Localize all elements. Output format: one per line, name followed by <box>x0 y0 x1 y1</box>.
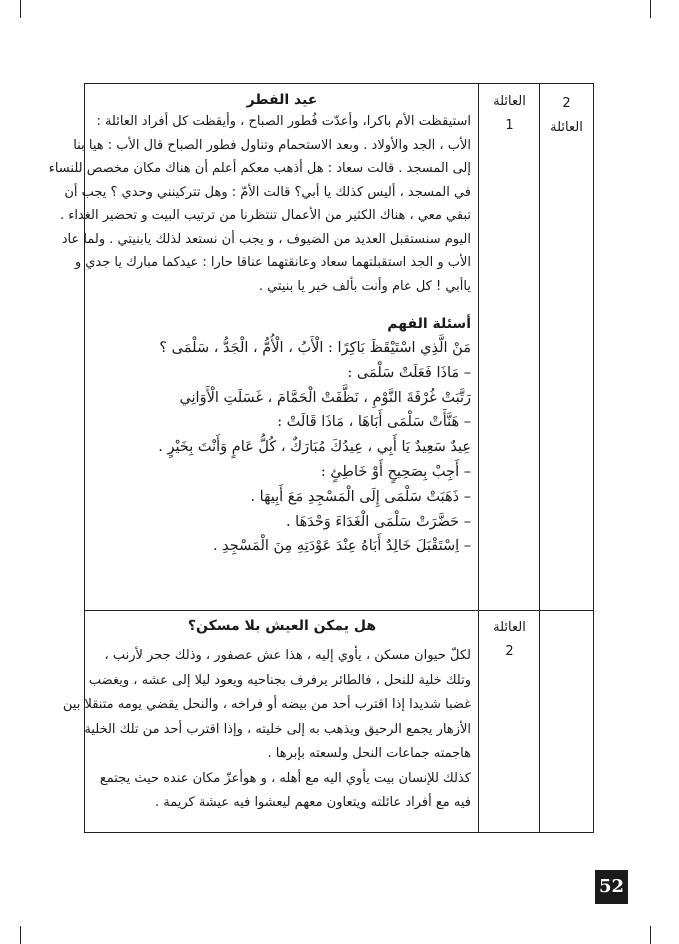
lesson-number-label: العائلة <box>550 120 583 135</box>
lesson-number: 2 <box>562 96 571 111</box>
story-line: فيه مع أفراد عائلته ويتعاون معهم ليعشوا فيه عيشة كريمة . <box>154 795 471 810</box>
story-line: الأب ، الجد والأولاد . وبعد الاستحمام وتناول فطور الصباح قال الأب : هيا بنا <box>73 137 471 153</box>
story-line: تبقي معي ، هناك الكثير من الأعمال تنتظرنا من ترتيب البيت و تحضير الغداء . <box>59 208 471 223</box>
story-line: هاجمته جماعات النحل ولسعته بإبرها . <box>267 746 471 761</box>
story-line: إلى المسجد . قالت سعاد : هل أذهب معكم أعلم أن هناك مكان مخصص للنساء <box>48 161 471 176</box>
question-line: – أَجِبْ بِصَحِيحٍ أَوْ خَاطِئٍ : <box>320 463 471 480</box>
family-number: 1 <box>505 118 514 133</box>
story-line: غضبا شديدا إذا اقترب أحد من بيضه أو فراخه ، والنحل يقضي يومه متنقلا بين <box>62 697 471 712</box>
question-line: – ذَهَبَتْ سَلْمَى إِلَى الْمَسْجِدِ مَعَ أَبِيهَا . <box>250 488 471 505</box>
question-line: – اِسْتَقْبَلَ خَالِدٌ أَبَاهُ عِنْدَ عَوْدَتِهِ مِنَ الْمَسْجِدِ . <box>212 538 471 555</box>
crop-mark <box>20 926 21 944</box>
family-label: العائلة <box>493 94 526 109</box>
story-line: ياأبي ! كل عام وأنت بألف خير يا بنيتي . <box>258 278 471 294</box>
questions-list <box>85 336 479 559</box>
table-row <box>62 610 593 832</box>
crop-mark <box>20 0 21 18</box>
question-line: مَنْ الَّذِي اسْتَيْقَظَ بَاكِرًا : الْأَبُ ، الْأُمُّ ، الْجَدُّ ، سَلْمَى ؟ <box>159 340 471 356</box>
question-line: عِيدٌ سَعِيدٌ يَا أَبِي ، عِيدُكَ مُبَارَكٌ ، كُلُّ عَامٍ وَأَنْتَ بِخَيْرٍ . <box>158 439 471 456</box>
content-cell <box>48 84 479 610</box>
story-line: لكلّ حيوان مسكن ، يأوي إليه ، هذا عش عصفور ، وذلك جحر لأرنب ، <box>104 648 471 663</box>
question-line: – حَضَّرَتْ سَلْمَى الْغَدَاءَ وَحْدَهَا . <box>285 513 471 530</box>
story-line: الأب و الجد استقبلتهما سعاد وعانقتهما عناقا حارا : عيدكما مبارك يا جدي و <box>74 255 471 270</box>
content-cell <box>62 610 479 832</box>
crop-mark <box>650 926 651 944</box>
story-line: وتلك خلية للنحل ، فالطائر يرفرف بجناحيه ويعود ليلا إلى عشه ، ويغضب <box>88 672 471 688</box>
question-line: – هَنَّأَتْ سَلْمَى أَبَاهَا ، مَاذَا قَالَتْ : <box>277 414 471 431</box>
story-title: عيد الفطر <box>246 92 318 108</box>
story-line: استيقظت الأم باكرا، وأعدّت فُطور الصباح ، وأيقظت كل أفراد العائلة : <box>96 114 471 129</box>
family-cell <box>478 610 540 832</box>
questions-title: أسئلة الفهم <box>387 316 471 332</box>
story-title: هل يمكن العيش بلا مسكن؟ <box>187 618 377 634</box>
family-cell <box>478 84 540 610</box>
question-line: – مَاذَا فَعَلَتْ سَلْمَى : <box>347 364 471 381</box>
story-text <box>48 110 479 298</box>
crop-mark <box>650 0 651 18</box>
family-number: 2 <box>505 644 514 659</box>
question-line: رَتَّبَتْ غُرْفَةَ النَّوْمِ ، نَظَّفَتْ الْحَمَّامَ ، غَسَلَتِ الْأَوَانِي <box>179 389 471 406</box>
family-label: العائلة <box>493 620 526 635</box>
story-line: اليوم سنستقبل العديد من الضيوف ، و يجب أن نستعد لذلك يابنيتي . ولما عاد <box>61 231 471 247</box>
page-number: 52 <box>595 870 628 904</box>
lesson-table <box>48 83 594 833</box>
lesson-number-cell <box>539 610 593 832</box>
story-text <box>62 644 479 816</box>
table-row <box>48 84 593 611</box>
lesson-number-cell <box>539 84 593 610</box>
story-line: في المسجد ، أليس كذلك يا أبي؟ قالت الأمّ : وهل تتركينني وحدي ؟ يجب أن <box>64 184 471 200</box>
story-line: الأزهار يجمع الرحيق ويذهب به إلى خليته ، وإذا اقترب أحد من تلك الخلية <box>84 721 471 737</box>
story-line: كذلك للإنسان بيت يأوي اليه مع أهله ، و هوأعزّ مكان عنده حيث يجتمع <box>99 770 471 786</box>
